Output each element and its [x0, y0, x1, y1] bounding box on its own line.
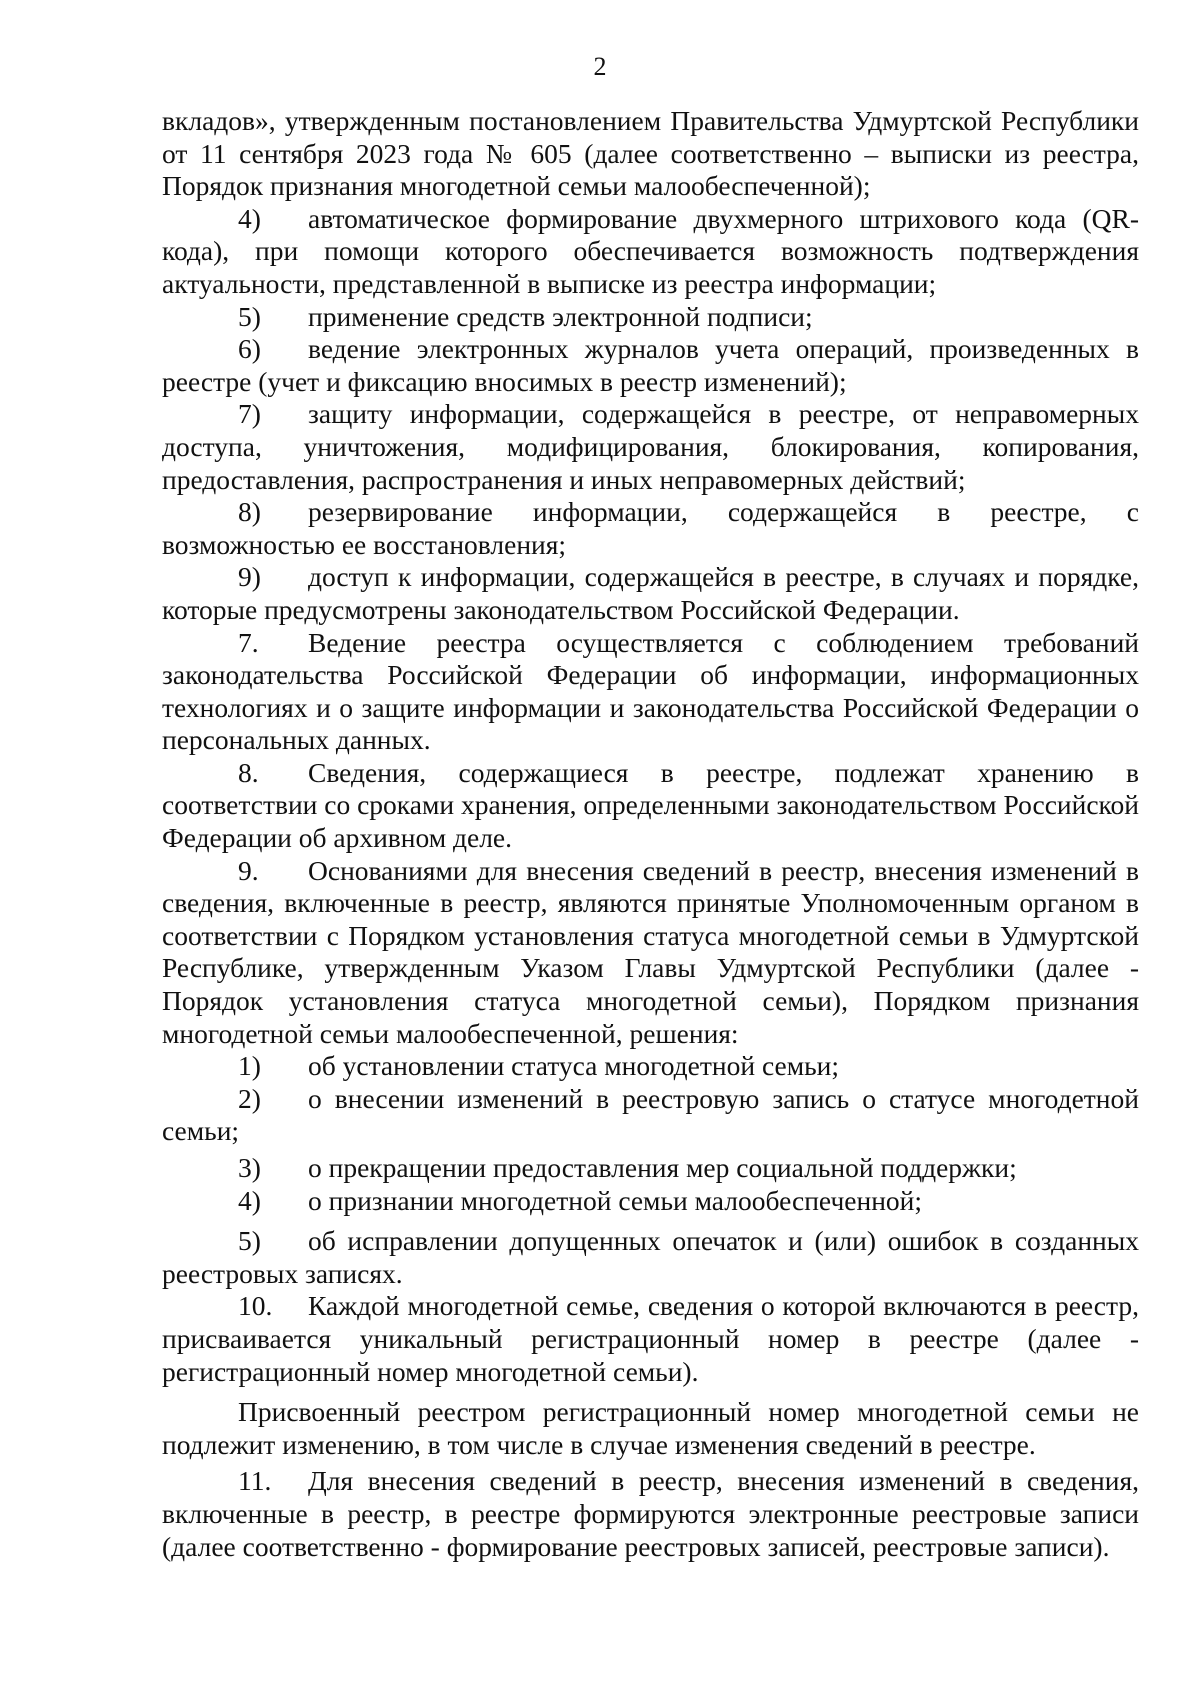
clause-number: 10. — [238, 1290, 273, 1322]
list-item — [162, 1152, 1139, 1185]
item-number: 1) — [238, 1050, 261, 1082]
document-body — [162, 105, 1139, 1563]
item-text: о внесении изменений в реестровую запись о статусе многодетной семьи; — [162, 1082, 1139, 1147]
numbered-clause — [162, 1290, 1139, 1388]
clause-number: 8. — [238, 756, 259, 788]
item-number: 7) — [238, 398, 261, 430]
clause-number: 7. — [238, 626, 259, 658]
item-number: 5) — [238, 1225, 261, 1257]
clause-number: 9. — [238, 854, 259, 886]
item-number: 6) — [238, 333, 261, 365]
numbered-clause — [162, 627, 1139, 757]
item-text: доступ к информации, содержащейся в реестре, в случаях и порядке, которые предусмотрены законодательством Российской Федерации. — [162, 561, 1139, 625]
item-text: применение средств электронной подписи; — [308, 300, 813, 332]
paragraph-text: Присвоенный реестром регистрационный номер многодетной семьи не подлежит изменению, в том числе в случае изменения сведений в реестре. — [162, 1396, 1139, 1460]
item-text: защиту информации, содержащейся в реестре, от неправомерных доступа, уничтожения, модифицирования, блокирования, копирования, предоставления, распространения и иных неправомерных действий; — [162, 398, 1139, 495]
item-number: 8) — [238, 496, 261, 528]
numbered-clause — [162, 855, 1139, 1051]
numbered-clause — [162, 1465, 1139, 1563]
item-text: об установлении статуса многодетной семьи; — [308, 1050, 839, 1082]
clause-text: Сведения, содержащиеся в реестре, подлежат хранению в соответствии со сроками хранения, определенными законодательством Российской Федерации об архивном деле. — [162, 756, 1139, 854]
numbered-clause — [162, 757, 1139, 855]
clause-text: Основаниями для внесения сведений в реестр, внесения изменений в сведения, включенные в реестр, являются принятые Уполномоченным органом в соответствии с Порядком установления статуса многодетной семьи в Удмуртской Республике, утвержденным Указом Главы Удмуртской Республики (далее - Порядок установления статуса многодетной семьи), Порядком признания многодетной семьи малообеспеченной, решения: — [162, 854, 1139, 1049]
item-number: 5) — [238, 300, 261, 332]
paragraph — [162, 1396, 1139, 1461]
item-number: 3) — [238, 1152, 261, 1183]
item-text: резервирование информации, содержащейся в реестре, с возможностью ее восстановления; — [162, 496, 1139, 560]
list-item — [162, 1225, 1139, 1290]
page-number: 2 — [593, 52, 607, 81]
clause-number: 11. — [238, 1465, 272, 1497]
clause-text: Для внесения сведений в реестр, внесения изменений в сведения, включенные в реестр, в реестре формируются электронные реестровые записи (далее соответственно - формирование реестровых записей, реестровые записи). — [162, 1465, 1139, 1562]
list-item — [162, 301, 1139, 334]
item-text: о признании многодетной семьи малообеспеченной; — [308, 1184, 923, 1216]
item-number: 4) — [238, 202, 261, 234]
paragraph-text: вкладов», утвержденным постановлением Правительства Удмуртской Республики от 11 сентября 2023 года № 605 (далее соответственно – выписки из реестра, Порядок признания многодетной семьи малообеспеченной); — [162, 105, 1139, 202]
list-item — [162, 398, 1139, 496]
list-item — [162, 203, 1139, 301]
item-number: 2) — [238, 1082, 261, 1114]
clause-text: Ведение реестра осуществляется с соблюдением требований законодательства Российской Федерации об информации, информационных технологиях и о защите информации и законодательства Российской Федерации о персональных данных. — [162, 626, 1139, 756]
list-item — [162, 1050, 1139, 1083]
clause-text: Каждой многодетной семье, сведения о которой включаются в реестр, присваивается уникальный регистрационный номер в реестре (далее - регистрационный номер многодетной семьи). — [162, 1290, 1139, 1387]
item-number: 9) — [238, 561, 261, 593]
list-item — [162, 1083, 1139, 1148]
paragraph-continuation — [162, 105, 1139, 203]
list-item — [162, 496, 1139, 561]
item-number: 4) — [238, 1184, 261, 1216]
list-item — [162, 561, 1139, 626]
item-text: о прекращении предоставления мер социальной поддержки; — [308, 1152, 1017, 1183]
list-item — [162, 333, 1139, 398]
item-text: автоматическое формирование двухмерного штрихового кода (QR-кода), при помощи которого обеспечивается возможность подтверждения актуальности, представленной в выписке из реестра информации; — [162, 202, 1139, 299]
item-text: ведение электронных журналов учета операций, произведенных в реестре (учет и фиксацию вносимых в реестр изменений); — [162, 333, 1139, 397]
item-text: об исправлении допущенных опечаток и (или) ошибок в созданных реестровых записях. — [162, 1225, 1139, 1289]
list-item — [162, 1185, 1139, 1218]
